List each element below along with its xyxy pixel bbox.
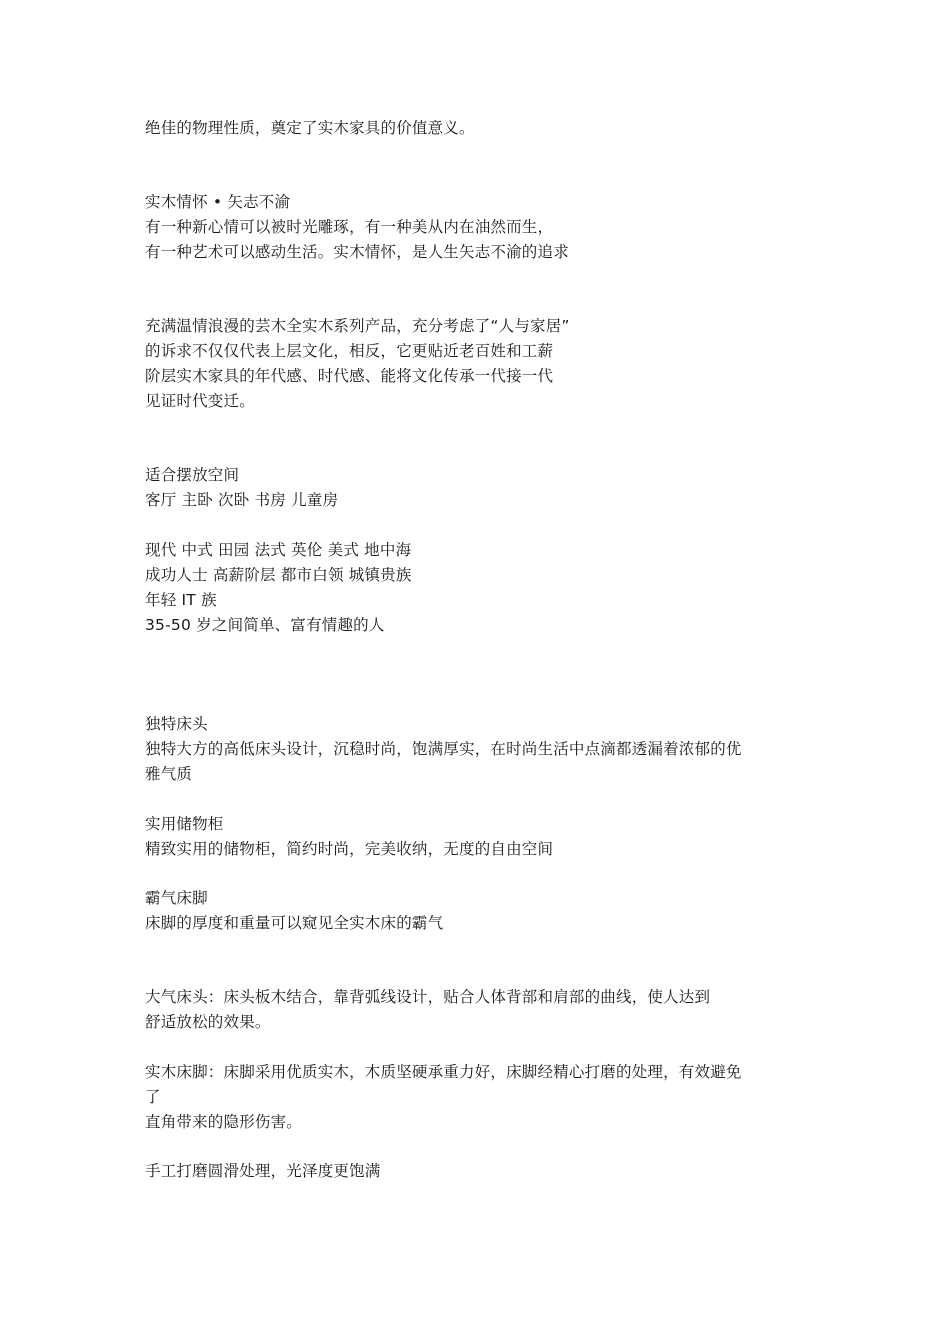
headboard-title: 独特床头 — [145, 715, 208, 733]
sentiment-line-2: 有一种艺术可以感动生活。实木情怀，是人生矢志不渝的追求 — [145, 243, 569, 261]
intro-line: 绝佳的物理性质，奠定了实木家具的价值意义。 — [145, 119, 475, 137]
detail-polish: 手工打磨圆滑处理，光泽度更饱满 — [145, 1162, 381, 1180]
audience-groups: 成功人士 高薪阶层 都市白领 城镇贵族 — [145, 566, 412, 584]
detail-feet-line-3: 直角带来的隐形伤害。 — [145, 1113, 303, 1131]
product-line-2: 的诉求不仅仅代表上层文化，相反，它更贴近老百姓和工薪 — [145, 342, 554, 360]
sentiment-line-1: 有一种新心情可以被时光雕琢，有一种美从内在油然而生， — [145, 218, 554, 236]
product-line-4: 见证时代变迁。 — [145, 392, 255, 410]
headboard-line-2: 雅气质 — [145, 765, 193, 783]
legs-title: 霸气床脚 — [145, 889, 208, 907]
detail-head-line-2: 舒适放松的效果。 — [145, 1013, 271, 1031]
detail-head-line-1: 大气床头：床头板木结合，靠背弧线设计，贴合人体背部和肩部的曲线，使人达到 — [145, 988, 711, 1006]
storage-text: 精致实用的储物柜，简约时尚，完美收纳，无度的自由空间 — [145, 840, 554, 858]
audience-styles: 现代 中式 田园 法式 英伦 美式 地中海 — [145, 541, 412, 559]
storage-title: 实用储物柜 — [145, 815, 224, 833]
spaces-heading: 适合摆放空间 — [145, 466, 240, 484]
audience-age: 35-50 岁之间简单、富有情趣的人 — [145, 616, 385, 634]
product-line-1: 充满温情浪漫的芸木全实木系列产品，充分考虑了“人与家居” — [145, 317, 570, 335]
headboard-line-1: 独特大方的高低床头设计，沉稳时尚，饱满厚实，在时尚生活中点滴都透漏着浓郁的优 — [145, 740, 742, 758]
product-line-3: 阶层实木家具的年代感、时代感、能将文化传承一代接一代 — [145, 367, 554, 385]
detail-feet-line-2: 了 — [145, 1088, 161, 1106]
spaces-rooms: 客厅 主卧 次卧 书房 儿童房 — [145, 491, 339, 509]
sentiment-heading: 实木情怀 • 矢志不渝 — [145, 193, 291, 211]
audience-young: 年轻 IT 族 — [145, 591, 217, 609]
detail-feet-line-1: 实木床脚：床脚采用优质实木，木质坚硬承重力好，床脚经精心打磨的处理，有效避免 — [145, 1063, 742, 1081]
legs-text: 床脚的厚度和重量可以窥见全实木床的霸气 — [145, 914, 444, 932]
